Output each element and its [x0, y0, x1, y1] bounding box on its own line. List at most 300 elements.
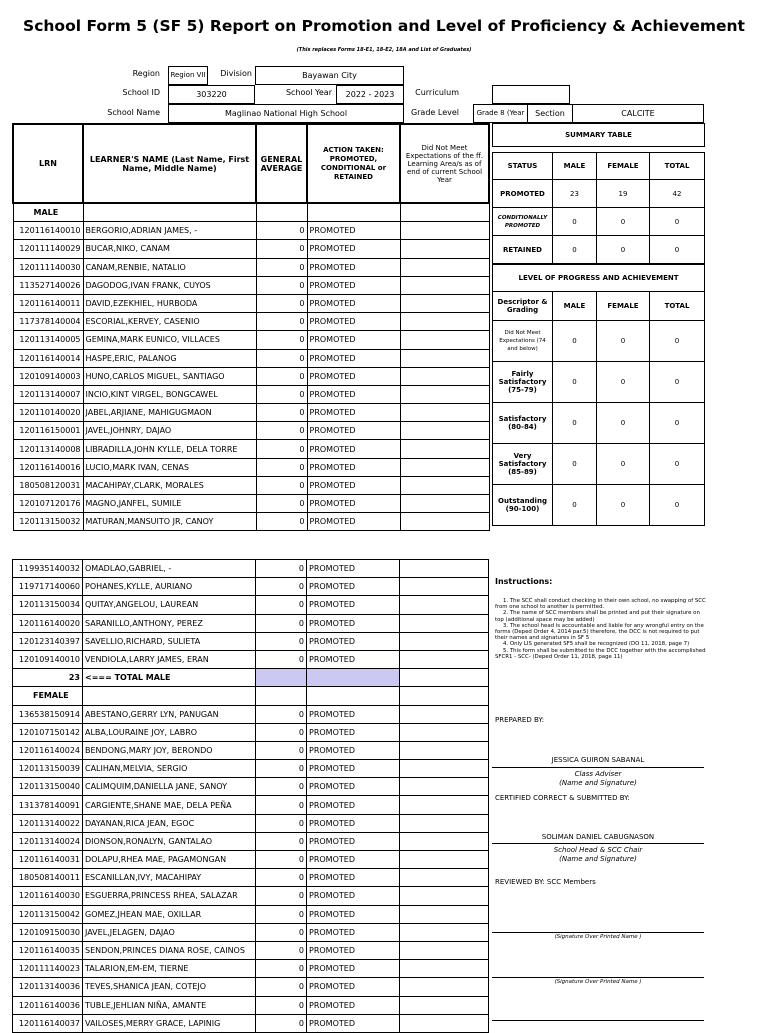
learner-name: HUNO,CARLOS MIGUEL, SANTIAGO: [83, 367, 256, 385]
learner-lrn: 180508120031: [13, 476, 83, 494]
learner-unmet: [400, 723, 489, 741]
table-row: [13, 422, 489, 440]
learner-name: DAVID,EZEKHIEL, HURBODA: [83, 294, 256, 312]
learner-action: PROMOTED: [307, 367, 400, 385]
learner-name: JAVEL,JELAGEN, DAJAO: [83, 923, 256, 941]
learner-name: CARGIENTE,SHANE MAE, DELA PEÑA: [83, 796, 256, 814]
total-male-row: [13, 669, 489, 687]
progress-female: 0: [597, 403, 650, 444]
table-row: [13, 476, 489, 494]
learner-unmet: [400, 814, 489, 832]
section-value: CALCITE: [572, 104, 704, 123]
learner-average: 0: [256, 458, 307, 476]
learner-unmet: [400, 614, 489, 632]
learner-average: 0: [256, 404, 307, 422]
learner-lrn: 113527140026: [13, 276, 83, 294]
grade-level-value: Grade 8 (Year: [473, 104, 528, 123]
summary-total: 42: [650, 180, 705, 208]
progress-row: [493, 485, 705, 526]
learner-action: PROMOTED: [307, 440, 400, 458]
table-row: [13, 887, 489, 905]
learner-average: 0: [256, 578, 307, 596]
curriculum-value: [492, 85, 570, 104]
learner-name: GOMEZ,JHEAN MAE, OXILLAR: [83, 905, 256, 923]
learner-lrn: 120109150030: [13, 923, 83, 941]
certified-by-label: CERTIFIED CORRECT & SUBMITTED BY:: [495, 794, 630, 802]
learner-action: PROMOTED: [307, 741, 400, 759]
learner-lrn: 120116140011: [13, 294, 83, 312]
learner-name: BUCAR,NIKO, CANAM: [83, 240, 256, 258]
learner-lrn: 120109140010: [13, 650, 83, 668]
table-row: [13, 331, 489, 349]
learner-lrn: 120113140036: [13, 978, 83, 996]
learner-action: PROMOTED: [307, 832, 400, 850]
learner-unmet: [400, 349, 489, 367]
learner-unmet: [400, 996, 489, 1014]
table-row: [13, 832, 489, 850]
summary-status: RETAINED: [493, 236, 553, 264]
learner-unmet: [400, 650, 489, 668]
col-average: GENERAL AVERAGE: [256, 124, 307, 203]
learner-average: 0: [256, 495, 307, 513]
learner-action: PROMOTED: [307, 476, 400, 494]
school-name-value: Maglinao National High School: [168, 104, 404, 123]
learner-lrn: 120116140016: [13, 458, 83, 476]
progress-male: 0: [553, 444, 597, 485]
learner-average: 0: [256, 240, 307, 258]
learner-lrn: 120107120176: [13, 495, 83, 513]
total-male-label: <=== TOTAL MALE: [83, 669, 256, 687]
learner-name: BENDONG,MARY JOY, BERONDO: [83, 741, 256, 759]
learner-unmet: [400, 978, 489, 996]
learner-lrn: 120113150034: [13, 596, 83, 614]
progress-total: 0: [650, 362, 705, 403]
table-row: [13, 814, 489, 832]
table-row: [13, 741, 489, 759]
learner-unmet: [400, 385, 489, 403]
summary-male: 0: [553, 208, 597, 236]
learners-table-page1: [12, 123, 490, 531]
learner-name: ESCANILLAN,IVY, MACAHIPAY: [83, 869, 256, 887]
table-row: [13, 458, 489, 476]
learner-lrn: 120116140020: [13, 614, 83, 632]
table-row: [13, 923, 489, 941]
table-row: [13, 723, 489, 741]
table-row: [13, 222, 489, 240]
learner-lrn: 120111140029: [13, 240, 83, 258]
summary-status: PROMOTED: [493, 180, 553, 208]
learner-average: 0: [256, 996, 307, 1014]
learner-action: PROMOTED: [307, 978, 400, 996]
learner-action: PROMOTED: [307, 513, 400, 531]
instruction-item: 2. The name of SCC members shall be printed and put their signature on top (additional space may be added): [495, 610, 700, 623]
learner-unmet: [400, 905, 489, 923]
learner-lrn: 120113150040: [13, 778, 83, 796]
learner-unmet: [400, 222, 489, 240]
adviser-role: Class Adviser: [574, 770, 622, 778]
learner-unmet: [400, 422, 489, 440]
learner-action: PROMOTED: [307, 705, 400, 723]
learner-average: 0: [256, 276, 307, 294]
learner-average: 0: [256, 978, 307, 996]
section-label: Section: [528, 104, 572, 123]
learner-name: VENDIOLA,LARRY JAMES, ERAN: [83, 650, 256, 668]
learner-average: 0: [256, 440, 307, 458]
learner-average: 0: [256, 313, 307, 331]
learner-name: GEMINA,MARK EUNICO, VILLACES: [83, 331, 256, 349]
learners-table-page2: [12, 559, 489, 1033]
learner-name: JABEL,ARJIANE, MAHIGUGMAON: [83, 404, 256, 422]
instruction-item: 5. This form shall be submitted to the DCC together with the accomplished SFCR1 - SCC- (Deped Order 11, 2018, page 11): [495, 647, 706, 660]
learner-action: PROMOTED: [307, 222, 400, 240]
summary-header: MALE: [553, 153, 597, 180]
learner-action: PROMOTED: [307, 996, 400, 1014]
learner-action: PROMOTED: [307, 331, 400, 349]
table-row: [13, 513, 489, 531]
table-row: [13, 941, 489, 959]
learner-action: PROMOTED: [307, 596, 400, 614]
summary-header: FEMALE: [597, 153, 650, 180]
learner-unmet: [400, 476, 489, 494]
learner-action: PROMOTED: [307, 760, 400, 778]
learner-average: 0: [256, 331, 307, 349]
learner-action: PROMOTED: [307, 294, 400, 312]
table-row: [13, 960, 489, 978]
progress-header: FEMALE: [597, 292, 650, 321]
learner-action: PROMOTED: [307, 778, 400, 796]
learner-lrn: 120116140031: [13, 851, 83, 869]
table-row: [13, 705, 489, 723]
form-title: School Form 5 (SF 5) Report on Promotion and Level of Proficiency & Achievement: [23, 17, 745, 35]
summary-title: SUMMARY TABLE: [493, 124, 705, 147]
learner-name: ESGUERRA,PRINCESS RHEA, SALAZAR: [83, 887, 256, 905]
curriculum-label: Curriculum: [415, 88, 459, 97]
progress-row: [493, 321, 705, 362]
learner-average: 0: [256, 349, 307, 367]
progress-female: 0: [597, 485, 650, 526]
male-section-label: MALE: [13, 203, 83, 222]
progress-row: [493, 444, 705, 485]
progress-descriptor: Did Not Meet Expectations (74 and below): [493, 321, 553, 362]
learner-action: PROMOTED: [307, 349, 400, 367]
learner-name: SAVELLIO,RICHARD, SULIETA: [83, 632, 256, 650]
progress-male: 0: [553, 485, 597, 526]
learner-unmet: [400, 578, 489, 596]
learner-lrn: 120116140024: [13, 741, 83, 759]
learner-lrn: 120116140037: [13, 1014, 83, 1032]
learner-lrn: 120116140010: [13, 222, 83, 240]
signature-note-2: (Signature Over Printed Name ): [554, 979, 642, 985]
learner-name: MATURAN,MANSUITO JR, CANOY: [83, 513, 256, 531]
progress-total: 0: [650, 321, 705, 362]
total-male-count: 23: [13, 669, 83, 687]
learner-lrn: 120123140397: [13, 632, 83, 650]
table-row: [13, 632, 489, 650]
learner-lrn: 120109140003: [13, 367, 83, 385]
learner-lrn: 120116140036: [13, 996, 83, 1014]
learner-lrn: 120113140022: [13, 814, 83, 832]
summary-table: [492, 123, 705, 264]
progress-female: 0: [597, 444, 650, 485]
table-row: [13, 1014, 489, 1032]
learner-unmet: [400, 632, 489, 650]
learner-average: 0: [256, 596, 307, 614]
progress-total: 0: [650, 485, 705, 526]
learner-average: 0: [256, 832, 307, 850]
school-year-value: 2022 - 2023: [336, 85, 404, 104]
col-name: LEARNER'S NAME (Last Name, First Name, Middle Name): [83, 124, 256, 203]
learner-name: SENDON,PRINCES DIANA ROSE, CAINOS: [83, 941, 256, 959]
adviser-name: JESSICA GUIRON SABANAL: [551, 756, 645, 764]
progress-male: 0: [553, 362, 597, 403]
summary-total: 0: [650, 208, 705, 236]
learner-average: 0: [256, 650, 307, 668]
summary-female: 0: [597, 208, 650, 236]
learner-name: CALIMQUIM,DANIELLA JANE, SANOY: [83, 778, 256, 796]
learner-name: DAGODOG,IVAN FRANK, CUYOS: [83, 276, 256, 294]
learner-lrn: 120113150042: [13, 905, 83, 923]
learner-action: PROMOTED: [307, 495, 400, 513]
learner-unmet: [400, 941, 489, 959]
learner-average: 0: [256, 760, 307, 778]
progress-row: [493, 362, 705, 403]
table-row: [13, 796, 489, 814]
progress-descriptor: Fairly Satisfactory (75-79): [493, 362, 553, 403]
learner-average: 0: [256, 941, 307, 959]
learner-average: 0: [256, 778, 307, 796]
learner-unmet: [400, 796, 489, 814]
table-row: [13, 851, 489, 869]
division-value: Bayawan City: [255, 66, 404, 85]
learner-action: PROMOTED: [307, 313, 400, 331]
learner-lrn: 120113150032: [13, 513, 83, 531]
learner-name: DIONSON,RONALYN, GANTALAO: [83, 832, 256, 850]
learner-action: PROMOTED: [307, 851, 400, 869]
progress-header: MALE: [553, 292, 597, 321]
learner-average: 0: [256, 560, 307, 578]
division-label: Division: [220, 69, 252, 78]
table-row: [13, 440, 489, 458]
progress-female: 0: [597, 362, 650, 403]
prepared-by-label: PREPARED BY:: [495, 716, 545, 724]
learner-name: DAYANAN,RICA JEAN, EGOC: [83, 814, 256, 832]
learner-unmet: [400, 923, 489, 941]
learner-name: LUCIO,MARK IVAN, CENAS: [83, 458, 256, 476]
learner-action: PROMOTED: [307, 869, 400, 887]
learner-unmet: [400, 258, 489, 276]
learner-name: BERGORIO,ADRIAN JAMES, -: [83, 222, 256, 240]
learner-action: PROMOTED: [307, 632, 400, 650]
learner-unmet: [400, 960, 489, 978]
learner-average: 0: [256, 1014, 307, 1032]
learner-lrn: 120113140024: [13, 832, 83, 850]
learner-action: PROMOTED: [307, 1014, 400, 1032]
learner-average: 0: [256, 422, 307, 440]
learner-name: OMADLAO,GABRIEL, -: [83, 560, 256, 578]
learner-name: TUBLE,JEHLIAN NIÑA, AMANTE: [83, 996, 256, 1014]
learner-lrn: 120116140030: [13, 887, 83, 905]
instruction-item: 1. The SCC shall conduct checking in their own school, no swapping of SCC from one school to another is permitted.: [495, 598, 706, 611]
learner-lrn: 120113140008: [13, 440, 83, 458]
school-year-label: School Year: [285, 88, 332, 97]
learner-action: PROMOTED: [307, 905, 400, 923]
summary-female: 0: [597, 236, 650, 264]
learner-name: ABESTANO,GERRY LYN, PANUGAN: [83, 705, 256, 723]
learner-name: ALBA,LOURAINE JOY, LABRO: [83, 723, 256, 741]
learner-unmet: [400, 705, 489, 723]
learner-average: 0: [256, 385, 307, 403]
progress-male: 0: [553, 321, 597, 362]
learner-action: PROMOTED: [307, 887, 400, 905]
learner-unmet: [400, 887, 489, 905]
school-id-value: 303220: [168, 85, 255, 104]
learner-lrn: 120116150001: [13, 422, 83, 440]
learner-unmet: [400, 367, 489, 385]
learner-name: ESCORIAL,KERVEY, CASENIO: [83, 313, 256, 331]
learner-unmet: [400, 458, 489, 476]
instructions-title: Instructions:: [495, 577, 553, 586]
col-unmet: Did Not Meet Expectations of the ff. Learning Area/s as of end of current School Year: [400, 124, 489, 203]
summary-status: CONDITIONALLY PROMOTED: [493, 208, 553, 236]
learner-action: PROMOTED: [307, 258, 400, 276]
learner-average: 0: [256, 960, 307, 978]
learner-average: 0: [256, 905, 307, 923]
learner-action: PROMOTED: [307, 814, 400, 832]
learner-name: INCIO,KINT VIRGEL, BONGCAWEL: [83, 385, 256, 403]
head-note: (Name and Signature): [559, 855, 637, 863]
table-row: [13, 313, 489, 331]
grade-level-label: Grade Level: [410, 108, 459, 117]
table-row: [13, 778, 489, 796]
learner-unmet: [400, 313, 489, 331]
summary-male: 0: [553, 236, 597, 264]
learner-lrn: 117378140004: [13, 313, 83, 331]
learner-name: DOLAPU,RHEA MAE, PAGAMONGAN: [83, 851, 256, 869]
learner-lrn: 120116140035: [13, 941, 83, 959]
learner-average: 0: [256, 632, 307, 650]
learner-lrn: 120110140020: [13, 404, 83, 422]
learner-lrn: 131378140091: [13, 796, 83, 814]
learner-action: PROMOTED: [307, 240, 400, 258]
table-row: [13, 760, 489, 778]
summary-row: [493, 180, 705, 208]
learner-name: POHANES,KYLLE, AURIANO: [83, 578, 256, 596]
progress-total: 0: [650, 444, 705, 485]
learner-lrn: 120107150142: [13, 723, 83, 741]
learner-lrn: 119717140060: [13, 578, 83, 596]
table-row: [13, 258, 489, 276]
progress-total: 0: [650, 403, 705, 444]
table-row: [13, 614, 489, 632]
learner-lrn: 119935140032: [13, 560, 83, 578]
learner-name: QUITAY,ANGELOU, LAUREAN: [83, 596, 256, 614]
progress-row: [493, 403, 705, 444]
school-id-label: School ID: [122, 88, 160, 97]
learner-average: 0: [256, 741, 307, 759]
learner-average: 0: [256, 614, 307, 632]
female-section-label: FEMALE: [13, 687, 83, 705]
instructions-list: [495, 598, 707, 660]
learner-unmet: [400, 404, 489, 422]
table-row: [13, 560, 489, 578]
learner-action: PROMOTED: [307, 723, 400, 741]
learner-unmet: [400, 832, 489, 850]
summary-header: TOTAL: [650, 153, 705, 180]
learner-unmet: [400, 869, 489, 887]
learner-average: 0: [256, 513, 307, 531]
learner-unmet: [400, 440, 489, 458]
summary-total: 0: [650, 236, 705, 264]
head-name: SOLIMAN DANIEL CABUGNASON: [541, 833, 655, 841]
adviser-note: (Name and Signature): [559, 779, 637, 787]
learner-average: 0: [256, 705, 307, 723]
learner-lrn: 120111140030: [13, 258, 83, 276]
head-role: School Head & SCC Chair: [553, 846, 643, 854]
learner-average: 0: [256, 796, 307, 814]
summary-female: 19: [597, 180, 650, 208]
learner-action: PROMOTED: [307, 560, 400, 578]
summary-row: [493, 236, 705, 264]
table-row: [13, 385, 489, 403]
learner-action: PROMOTED: [307, 923, 400, 941]
learner-unmet: [400, 596, 489, 614]
learner-name: JAVEL,JOHNRY, DAJAO: [83, 422, 256, 440]
progress-descriptor: Outstanding (90-100): [493, 485, 553, 526]
table-row: [13, 367, 489, 385]
learner-average: 0: [256, 887, 307, 905]
progress-descriptor: Very Satisfactory (85-89): [493, 444, 553, 485]
learner-name: MAGNO,JANFEL, SUMILE: [83, 495, 256, 513]
table-row: [13, 495, 489, 513]
table-row: [13, 276, 489, 294]
learner-average: 0: [256, 869, 307, 887]
learner-action: PROMOTED: [307, 796, 400, 814]
learner-average: 0: [256, 814, 307, 832]
table-row: [13, 996, 489, 1014]
progress-female: 0: [597, 321, 650, 362]
learner-action: PROMOTED: [307, 578, 400, 596]
col-action: ACTION TAKEN: PROMOTED, CONDITIONAL or RETAINED: [307, 124, 400, 203]
learner-action: PROMOTED: [307, 404, 400, 422]
progress-descriptor: Satisfactory (80-84): [493, 403, 553, 444]
learner-action: PROMOTED: [307, 941, 400, 959]
learner-action: PROMOTED: [307, 422, 400, 440]
instruction-item: 3. The school head is accountable and liable for any wrongful entry on the forms (Deped Order 4, 2014 par.5) therefore, the DCC is not required to put their names and signatures in SF 5: [495, 622, 704, 642]
learner-lrn: 120113140005: [13, 331, 83, 349]
progress-male: 0: [553, 403, 597, 444]
region-value: Region VII: [168, 66, 208, 85]
learner-unmet: [400, 1014, 489, 1032]
learner-name: CALIHAN,MELVIA, SERGIO: [83, 760, 256, 778]
table-row: [13, 404, 489, 422]
progress-header: TOTAL: [650, 292, 705, 321]
learner-name: CANAM,RENBIE, NATALIO: [83, 258, 256, 276]
summary-row: [493, 208, 705, 236]
progress-header: Descriptor & Grading: [493, 292, 553, 321]
table-row: [13, 650, 489, 668]
learner-average: 0: [256, 851, 307, 869]
learner-lrn: 136538150914: [13, 705, 83, 723]
table-row: [13, 349, 489, 367]
learner-action: PROMOTED: [307, 385, 400, 403]
learner-average: 0: [256, 222, 307, 240]
learner-unmet: [400, 495, 489, 513]
learner-action: PROMOTED: [307, 458, 400, 476]
learner-average: 0: [256, 723, 307, 741]
school-name-label: School Name: [107, 108, 160, 117]
table-row: [13, 978, 489, 996]
table-row: [13, 240, 489, 258]
